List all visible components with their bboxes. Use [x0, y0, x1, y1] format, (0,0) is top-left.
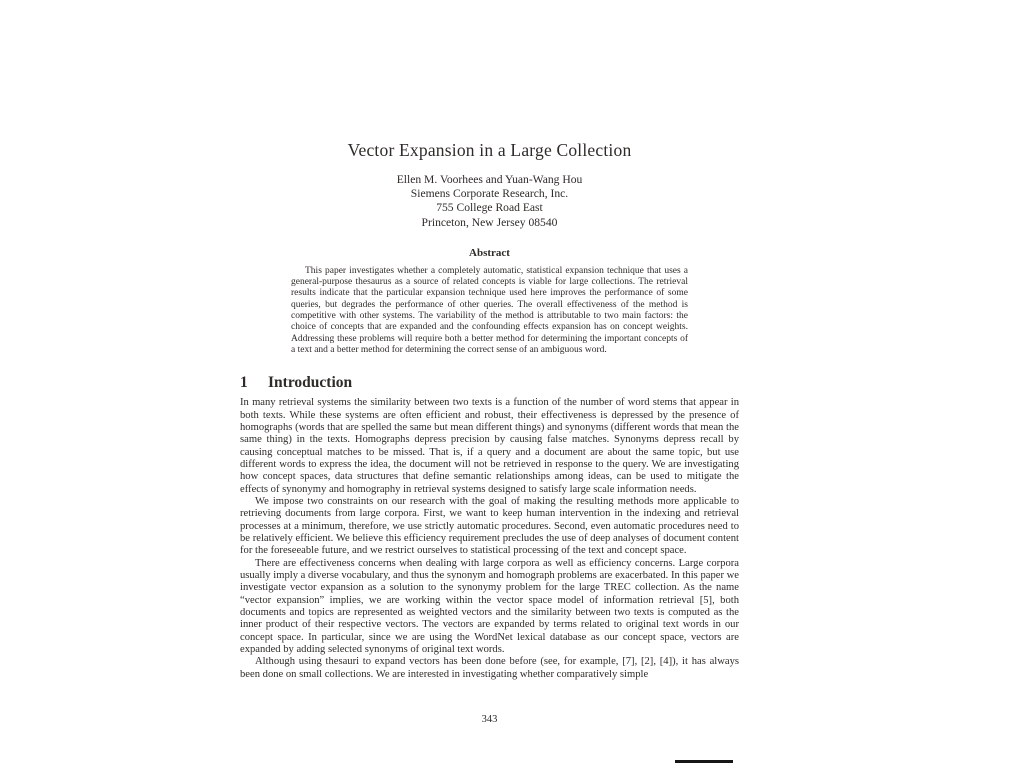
intro-paragraph-4: Although using thesauri to expand vectors has been done before (see, for example, [7], [2], [4]), it has always been done on small collections. We are interested in investigating whether comparatively simple	[240, 656, 739, 680]
abstract-heading: Abstract	[469, 246, 510, 259]
page-number: 343	[481, 714, 498, 725]
intro-paragraph-2: We impose two constraints on our research with the goal of making the resulting methods more applicable to retrieving documents from large corpora. First, we want to keep human intervention in the indexing and retrieval processes at a minimum, therefore, we use strictly automatic procedures. Second, even automatic procedures need to be relatively efficient. We believe this efficiency requirement precludes the use of deep analyses of document content for the foreseeable future, and we restrict ourselves to statistical processing of the text and concept space.	[240, 495, 739, 557]
content-column	[240, 140, 739, 681]
section-title: Introduction	[268, 374, 353, 392]
scan-artifact-line	[675, 760, 733, 763]
author-address-city: Princeton, New Jersey 08540	[421, 215, 558, 229]
section-heading-introduction	[240, 374, 739, 391]
abstract-text: This paper investigates whether a completely automatic, statistical expansion technique that uses a general-purpose thesaurus as a source of related concepts is viable for large collections. The retrieval results indicate that the particular expansion technique used here improves the performance of some queries, but degrades the performance of other queries. The overall effectiveness of the method is competitive with other systems. The variability of the method is attributable to two main factors: the choice of concepts that are expanded and the confounding effects expansion has on concept weights. Addressing these problems will require both a better method for determining the important concepts of a text and a better method for determining the correct sense of an ambiguous word.	[291, 265, 688, 355]
section-number: 1	[240, 374, 248, 392]
author-address-street: 755 College Road East	[436, 201, 543, 215]
intro-paragraph-3: There are effectiveness concerns when dealing with large corpora as well as efficiency concerns. Large corpora usually imply a diverse vocabulary, and thus the synonym and homograph problems are exacerbated. In this paper we investigate vector expansion as a solution to the synonymy problem for the large TREC collection. As the name “vector expansion” implies, we are working within the vector space model of information retrieval [5], both documents and topics are represented as weighted vectors and the similarity between two texts is computed as the inner product of their respective vectors. The vectors are expanded by terms related to original text words in our concept space. In particular, since we are using the WordNet lexical database as our concept space, vectors are expanded by adding selected synonyms of original text words.	[240, 557, 739, 656]
author-names: Ellen M. Voorhees and Yuan-Wang Hou	[396, 173, 583, 186]
author-affiliation: Siemens Corporate Research, Inc.	[410, 187, 569, 201]
paper-title: Vector Expansion in a Large Collection	[347, 140, 632, 160]
author-block	[240, 173, 739, 230]
intro-paragraph-1: In many retrieval systems the similarity between two texts is a function of the number of word stems that appear in both texts. While these systems are often efficient and robust, their effectiveness is depressed by the presence of homographs (words that are spelled the same but mean different things) and synonyms (different words that mean the same thing) in the texts. Homographs depress precision by causing false matches. Synonyms depress recall by causing conceptual matches to be missed. That is, if a query and a document are about the same topic, but use different words to express the idea, the document will not be retrieved in response to the query. We are investigating how concept spaces, data structures that define semantic relationships among ideas, can be used to mitigate the effects of synonymy and homography in retrieval systems designed to satisfy large scale information needs.	[240, 397, 739, 495]
